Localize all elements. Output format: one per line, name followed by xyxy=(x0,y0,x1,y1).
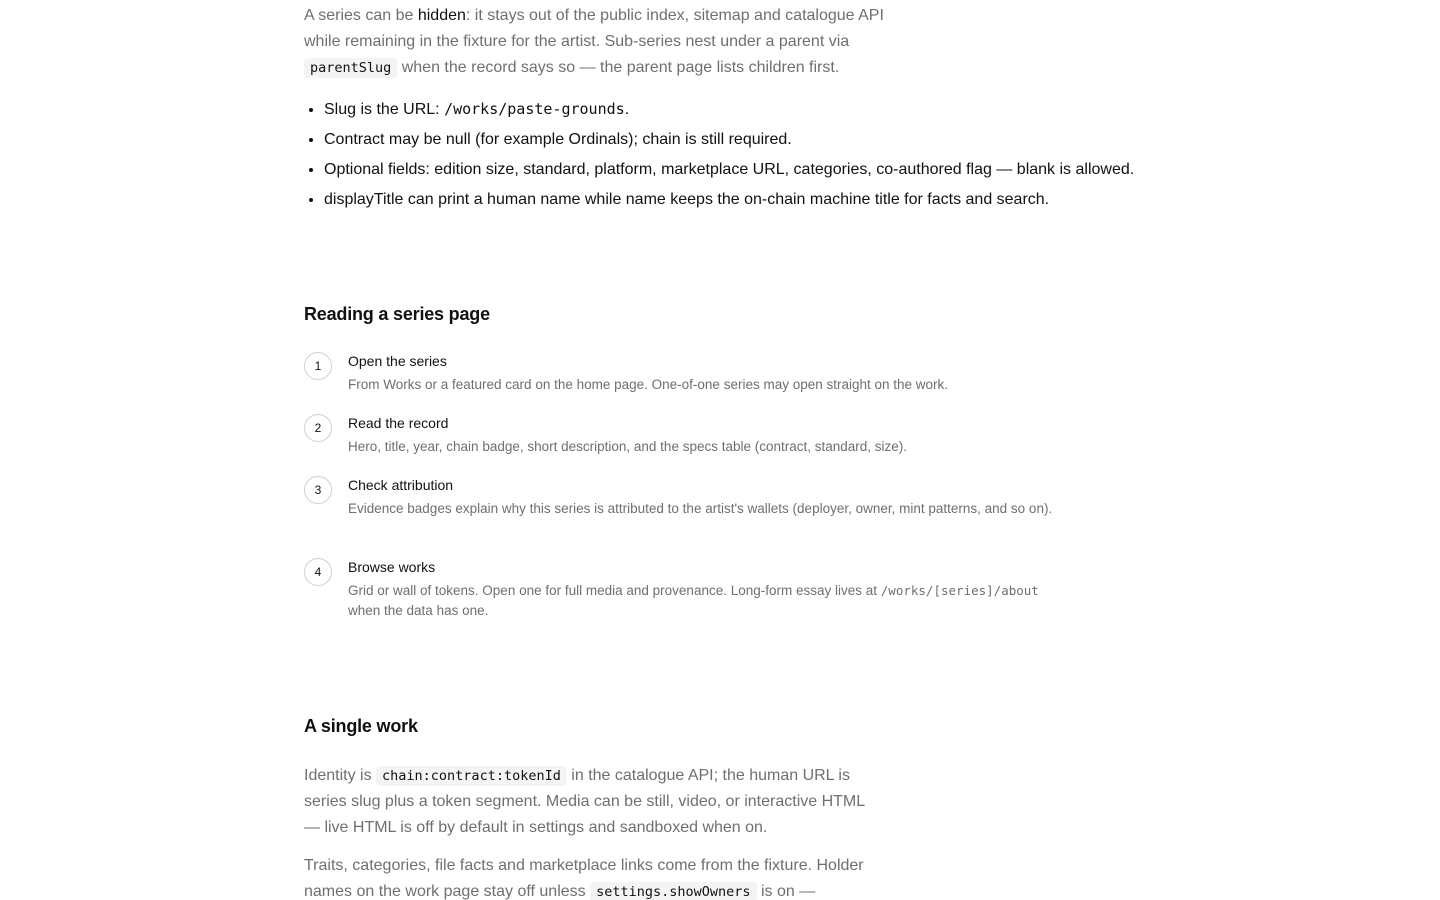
paragraph-text: in the catalogue API; the human URL is series slug plus a token segment. Media can be still, video, or interactive HTML — live HTML is off by default in settings and sandboxed when on. xyxy=(304,767,865,836)
about-path-code: /works/[series]/about xyxy=(880,583,1039,598)
step-number-badge: 1 xyxy=(304,352,332,380)
step-number-badge: 3 xyxy=(304,476,332,504)
list-item: • Optional fields: edition size, standard, platform, marketplace URL, categories, co-authored flag — blank is allowed. xyxy=(324,155,1224,185)
step-title: Read the record xyxy=(348,415,449,431)
identity-code: chain:contract:tokenId xyxy=(376,766,567,786)
step-description: From Works or a featured card on the home page. One-of-one series may open straight on the work. xyxy=(348,377,949,392)
step-description-text: when the data has one. xyxy=(348,603,489,618)
list-item: • Contract may be null (for example Ordinals); chain is still required. xyxy=(324,125,1224,155)
paragraph-text: A series can be xyxy=(304,7,418,24)
list-item xyxy=(324,94,1224,125)
step-item xyxy=(304,476,1068,519)
single-work-heading: A single work xyxy=(304,716,418,736)
slug-url-code: /works/paste-grounds xyxy=(444,100,625,118)
parent-slug-code: parentSlug xyxy=(304,58,397,78)
step-item xyxy=(304,558,1068,621)
step-title: Open the series xyxy=(348,353,447,369)
step-description xyxy=(348,581,1068,621)
paragraph-text: : it stays out of the public index, sitemap and catalogue API while remaining in the fixture for the artist. Sub-series nest under a parent via xyxy=(304,7,884,50)
paragraph-text: Identity is xyxy=(304,767,377,784)
series-hidden-paragraph xyxy=(304,3,884,81)
paragraph-text: Traits, categories, file facts and marketplace links come from the fixture. Holder names on the work page stay off unless xyxy=(304,857,864,900)
hidden-term: hidden xyxy=(417,7,466,24)
series-rules-list xyxy=(304,94,1224,215)
identity-paragraph xyxy=(304,763,884,841)
step-item xyxy=(304,414,1068,457)
step-description: Evidence badges explain why this series is attributed to the artist's wallets (deployer, owner, mint patterns, and so on). xyxy=(348,501,1053,516)
step-title: Browse works xyxy=(348,559,436,575)
paragraph-text: is on — xyxy=(756,883,816,900)
list-item-text: . xyxy=(624,101,630,118)
traits-paragraph xyxy=(304,853,884,900)
step-number-badge: 2 xyxy=(304,414,332,442)
show-owners-code: settings.showOwners xyxy=(590,882,756,900)
step-number-badge: 4 xyxy=(304,558,332,586)
step-description: Hero, title, year, chain badge, short description, and the specs table (contract, standard, size). xyxy=(348,439,908,454)
step-item xyxy=(304,352,1068,395)
list-item-text: Slug is the URL: xyxy=(324,101,445,118)
paragraph-text: when the record says so — the parent page lists children first. xyxy=(397,59,840,76)
step-description-text: Grid or wall of tokens. Open one for full media and provenance. Long-form essay lives at xyxy=(348,583,881,598)
list-item: • displayTitle can print a human name while name keeps the on-chain machine title for facts and search. xyxy=(324,185,1224,215)
reading-series-heading: Reading a series page xyxy=(304,304,490,324)
step-title: Check attribution xyxy=(348,477,454,493)
